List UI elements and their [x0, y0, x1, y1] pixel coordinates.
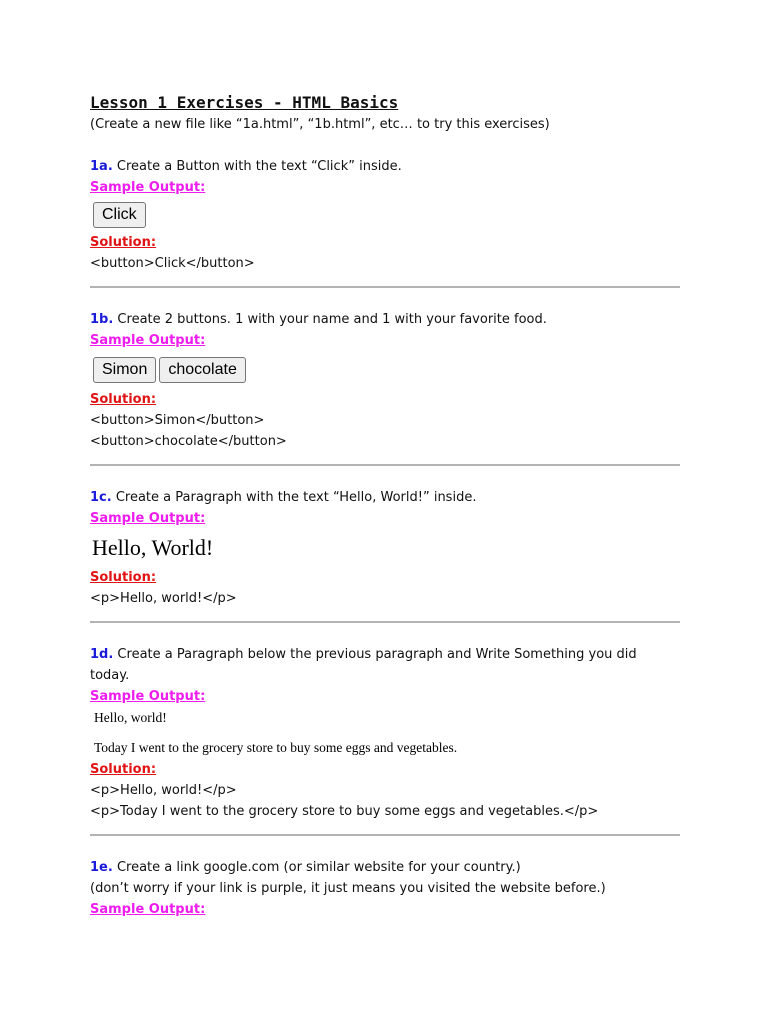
exercise-1b: [90, 309, 680, 452]
solution-code-line: <button>chocolate</button>: [90, 434, 287, 449]
solution-label: Solution:: [90, 762, 157, 777]
exercise-text: Create a Paragraph with the text “Hello, World!” inside.: [111, 490, 477, 505]
exercise-1c-prompt: [90, 487, 680, 508]
sample-output-label: Sample Output:: [90, 180, 206, 195]
exercise-number: 1a.: [90, 159, 113, 174]
solution-code-line: <button>Click</button>: [90, 256, 255, 271]
exercise-1e-note: (don’t worry if your link is purple, it just means you visited the website before.): [90, 881, 606, 896]
divider: [90, 286, 680, 288]
sample-paragraph-output: Hello, World!: [92, 535, 214, 560]
solution-code-line: <p>Today I went to the grocery store to buy some eggs and vegetables.</p>: [90, 804, 599, 819]
solution-label: Solution:: [90, 570, 157, 585]
sample-food-button: chocolate: [159, 357, 246, 383]
exercise-1d: [90, 644, 680, 822]
exercise-text: Create a link google.com (or similar website for your country.): [112, 860, 521, 875]
exercise-text: Create a Paragraph below the previous paragraph and Write Something you did today.: [90, 647, 637, 683]
sample-paragraph-output: Hello, world!: [94, 710, 167, 725]
exercise-1a-prompt: [90, 156, 680, 177]
solution-code-line: <button>Simon</button>: [90, 413, 265, 428]
exercise-1a: [90, 156, 680, 274]
divider: [90, 621, 680, 623]
exercise-1b-prompt: [90, 309, 680, 330]
exercise-1c: [90, 487, 680, 609]
exercise-text: Create a Button with the text “Click” inside.: [112, 159, 402, 174]
sample-output-label: Sample Output:: [90, 689, 206, 704]
sample-output-label: Sample Output:: [90, 333, 206, 348]
exercise-text: Create 2 buttons. 1 with your name and 1 with your favorite food.: [113, 312, 547, 327]
divider: [90, 464, 680, 466]
solution-label: Solution:: [90, 235, 157, 250]
page-subtitle: (Create a new file like “1a.html”, “1b.html”, etc… to try this exercises): [90, 117, 550, 132]
sample-name-button: Simon: [93, 357, 156, 383]
solution-label: Solution:: [90, 392, 157, 407]
divider: [90, 834, 680, 836]
sample-output: [93, 357, 680, 383]
sample-output-label: Sample Output:: [90, 902, 206, 917]
page-title: Lesson 1 Exercises - HTML Basics: [90, 93, 399, 112]
exercise-number: 1c.: [90, 490, 112, 505]
exercise-1e: [90, 857, 680, 920]
solution-code-line: <p>Hello, world!</p>: [90, 783, 237, 798]
exercise-number: 1b.: [90, 312, 114, 327]
exercise-1d-prompt: [90, 644, 680, 686]
sample-output: [93, 202, 680, 228]
sample-paragraph-output: Today I went to the grocery store to buy some eggs and vegetables.: [94, 740, 458, 755]
exercise-number: 1e.: [90, 860, 113, 875]
solution-code-line: <p>Hello, world!</p>: [90, 591, 237, 606]
exercise-1e-prompt: [90, 857, 680, 878]
sample-output-label: Sample Output:: [90, 511, 206, 526]
document-page: [90, 92, 680, 920]
exercise-number: 1d.: [90, 647, 114, 662]
sample-click-button: Click: [93, 202, 146, 228]
